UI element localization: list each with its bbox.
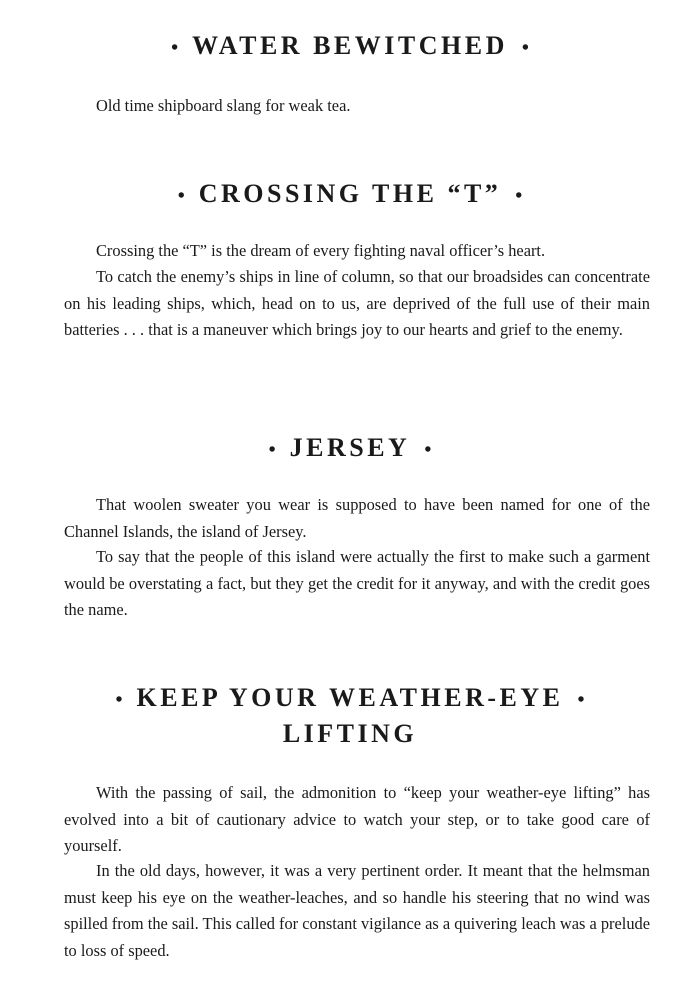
bullet-glyph: • xyxy=(577,689,585,712)
bullet-glyph: • xyxy=(177,185,185,208)
paragraph: To say that the people of this island were actually the first to make such a garment would be overstating a fact, but they get the credit for it anyway, and with the credit goes the name. xyxy=(64,547,650,619)
paragraph: To catch the enemy’s ships in line of column, so that our broadsides can concentrate on his leading ships, which, head on to us, are deprived of the full use of their main batteries . . . that is a maneuver which brings joy to our hearts and grief to the enemy. xyxy=(64,267,650,339)
heading-text: WATER BEWITCHED xyxy=(192,31,508,60)
bullet-glyph: • xyxy=(515,185,523,208)
bullet-glyph: • xyxy=(115,689,123,712)
paragraph: Old time shipboard slang for weak tea. xyxy=(96,96,351,115)
bullet-glyph: • xyxy=(268,439,276,462)
bullet-glyph: • xyxy=(521,37,529,60)
section-heading-jersey xyxy=(0,430,700,468)
section-heading-water-bewitched xyxy=(0,28,700,66)
paragraph: That woolen sweater you wear is supposed to have been named for one of the Channel Islands, the island of Jersey. xyxy=(64,495,650,541)
heading-text: JERSEY xyxy=(289,433,411,462)
paragraph: In the old days, however, it was a very pertinent order. It meant that the helmsman must keep his eye on the weather-leaches, and so handle his steering that no wind was spilled from the sail. This called for constant vigilance as a quivering leach was a prelude to loss of speed. xyxy=(64,861,650,960)
bullet-glyph: • xyxy=(171,37,179,60)
section-heading-crossing-the-t xyxy=(0,176,700,214)
section-heading-lifting xyxy=(0,716,700,752)
section-heading-keep-your-weather-eye xyxy=(0,680,700,718)
paragraph: With the passing of sail, the admonition to “keep your weather-eye lifting” has evolved into a bit of cautionary advice to watch your step, or to take good care of yourself. xyxy=(64,783,650,855)
bullet-glyph: • xyxy=(424,439,432,462)
heading-text: CROSSING THE “T” xyxy=(198,179,502,208)
paragraph: Crossing the “T” is the dream of every fighting naval officer’s heart. xyxy=(96,241,546,260)
heading-text-line2: LIFTING xyxy=(282,719,418,748)
heading-text-line1: KEEP YOUR WEATHER-EYE xyxy=(136,683,564,712)
